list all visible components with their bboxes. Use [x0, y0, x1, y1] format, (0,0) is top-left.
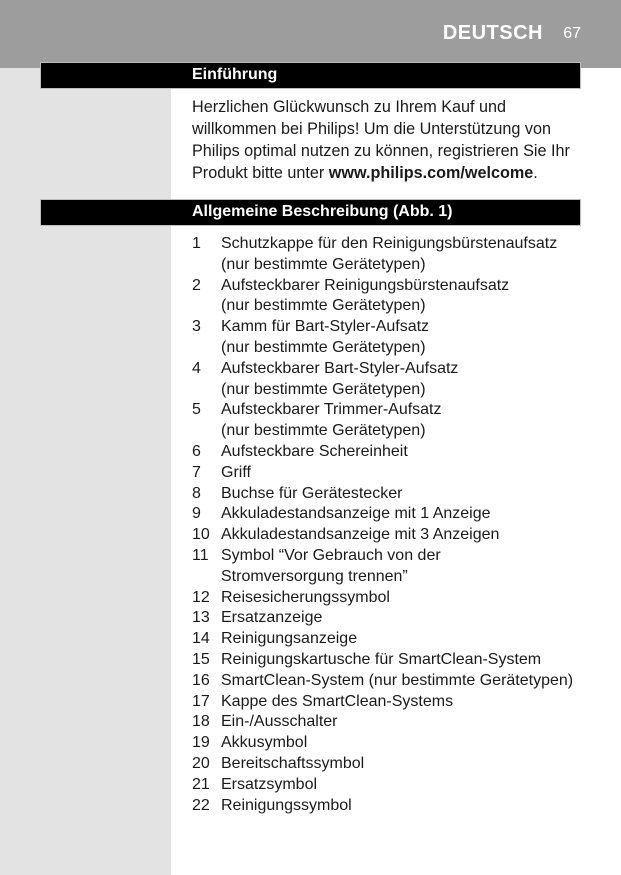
item-text-line: Reinigungskartusche für SmartClean-System: [221, 650, 542, 668]
item-text: [221, 796, 592, 817]
page-number: 67: [563, 25, 581, 42]
item-number: 6: [192, 442, 201, 460]
section-header-description: [40, 199, 581, 226]
item-text-line: (nur bestimmte Gerätetypen): [221, 255, 426, 273]
list-item: [192, 796, 592, 817]
item-text-line: (nur bestimmte Gerätetypen): [221, 380, 426, 398]
item-number: 19: [192, 734, 210, 752]
section-title: Einführung: [192, 66, 278, 83]
intro-text: Herzlichen Glückwunsch zu Ihrem Kauf und willkommen bei Philips! Um die Unterstützung von Philips optimal nutzen zu können, registrieren Sie Ihr Produkt bitte unter: [192, 98, 570, 182]
item-text-line: Akkuladestandsanzeige mit 1 Anzeige: [221, 505, 491, 523]
item-number: 10: [192, 526, 210, 544]
item-text-line: SmartClean-System (nur bestimmte Gerätetypen): [221, 671, 574, 689]
item-text: [221, 629, 592, 650]
item-text: [221, 484, 592, 505]
list-item: [192, 733, 592, 754]
item-number: 17: [192, 692, 210, 710]
item-text: [221, 546, 592, 588]
item-text: [221, 754, 592, 775]
section-header-introduction: [40, 62, 581, 89]
item-text-line: Stromversorgung trennen”: [221, 567, 408, 585]
item-text: [221, 650, 592, 671]
intro-paragraph: [192, 96, 584, 184]
item-number: 1: [192, 235, 201, 252]
item-number: 15: [192, 650, 210, 668]
list-item: [192, 608, 592, 629]
item-text-line: Buchse für Gerätestecker: [221, 484, 403, 502]
item-text-line: Aufsteckbarer Trimmer-Aufsatz: [221, 401, 442, 419]
item-text: [221, 608, 592, 629]
list-item: [192, 400, 592, 442]
list-item: [192, 317, 592, 359]
language-label: DEUTSCH: [442, 22, 543, 44]
item-text: [221, 775, 592, 796]
item-text-line: Akkusymbol: [221, 734, 308, 752]
item-number: 18: [192, 713, 210, 731]
item-text-line: Kappe des SmartClean-Systems: [221, 692, 454, 710]
item-text-line: Aufsteckbare Schereinheit: [221, 442, 408, 460]
item-text: [221, 671, 592, 692]
list-item: [192, 754, 592, 775]
list-item: [192, 650, 592, 671]
philips-url-link[interactable]: www.philips.com/welcome: [328, 164, 534, 182]
list-item: [192, 504, 592, 525]
item-number: 4: [192, 359, 201, 377]
list-item: [192, 442, 592, 463]
item-text: [221, 234, 592, 276]
list-item: [192, 712, 592, 733]
item-text: [221, 588, 592, 609]
parts-list: [192, 234, 592, 816]
item-text-line: Schutzkappe für den Reinigungsbürstenaufsatz: [221, 235, 558, 252]
list-item: [192, 359, 592, 401]
item-number: 7: [192, 463, 201, 481]
list-item: [192, 588, 592, 609]
item-number: 2: [192, 276, 201, 294]
item-number: 8: [192, 484, 201, 502]
item-number: 9: [192, 505, 201, 523]
item-text: [221, 692, 592, 713]
list-item: [192, 525, 592, 546]
page-header: [0, 0, 621, 68]
list-item: [192, 484, 592, 505]
item-text-line: (nur bestimmte Gerätetypen): [221, 297, 426, 315]
item-number: 5: [192, 401, 201, 419]
item-text-line: Bereitschaftssymbol: [221, 754, 365, 772]
item-text-line: Griff: [221, 463, 251, 481]
list-item: [192, 234, 592, 276]
item-text-line: (nur bestimmte Gerätetypen): [221, 422, 426, 440]
item-number: 22: [192, 796, 210, 814]
item-text-line: Reisesicherungssymbol: [221, 588, 390, 606]
item-text: [221, 400, 592, 442]
item-text: [221, 525, 592, 546]
item-text-line: Akkuladestandsanzeige mit 3 Anzeigen: [221, 526, 500, 544]
item-text: [221, 712, 592, 733]
item-text-line: Reinigungsanzeige: [221, 630, 358, 648]
section-title: Allgemeine Beschreibung (Abb. 1): [192, 203, 453, 220]
item-text: [221, 276, 592, 318]
list-item: [192, 276, 592, 318]
list-item: [192, 775, 592, 796]
item-text-line: Aufsteckbarer Bart-Styler-Aufsatz: [221, 359, 459, 377]
item-number: 12: [192, 588, 210, 606]
item-number: 20: [192, 754, 210, 772]
item-text-line: Reinigungssymbol: [221, 796, 352, 814]
item-text-line: Ein-/Ausschalter: [221, 713, 338, 731]
list-item: [192, 671, 592, 692]
list-item: [192, 629, 592, 650]
list-item: [192, 463, 592, 484]
item-number: 11: [192, 546, 209, 564]
item-text: [221, 504, 592, 525]
item-text-line: Ersatzsymbol: [221, 775, 318, 793]
item-number: 14: [192, 630, 210, 648]
item-number: 16: [192, 671, 210, 689]
item-text-line: Symbol “Vor Gebrauch von der: [221, 546, 441, 564]
intro-text-end: .: [533, 164, 538, 182]
item-text: [221, 442, 592, 463]
item-number: 3: [192, 318, 201, 336]
item-text: [221, 463, 592, 484]
item-text: [221, 359, 592, 401]
item-text-line: Aufsteckbarer Reinigungsbürstenaufsatz: [221, 276, 510, 294]
item-text: [221, 733, 592, 754]
item-text-line: Kamm für Bart-Styler-Aufsatz: [221, 318, 430, 336]
item-text-line: Ersatzanzeige: [221, 609, 323, 627]
item-text: [221, 317, 592, 359]
item-number: 21: [192, 775, 210, 793]
list-item: [192, 546, 592, 588]
item-text-line: (nur bestimmte Gerätetypen): [221, 338, 426, 356]
item-number: 13: [192, 609, 210, 627]
list-item: [192, 692, 592, 713]
sidebar-panel: [0, 0, 171, 875]
